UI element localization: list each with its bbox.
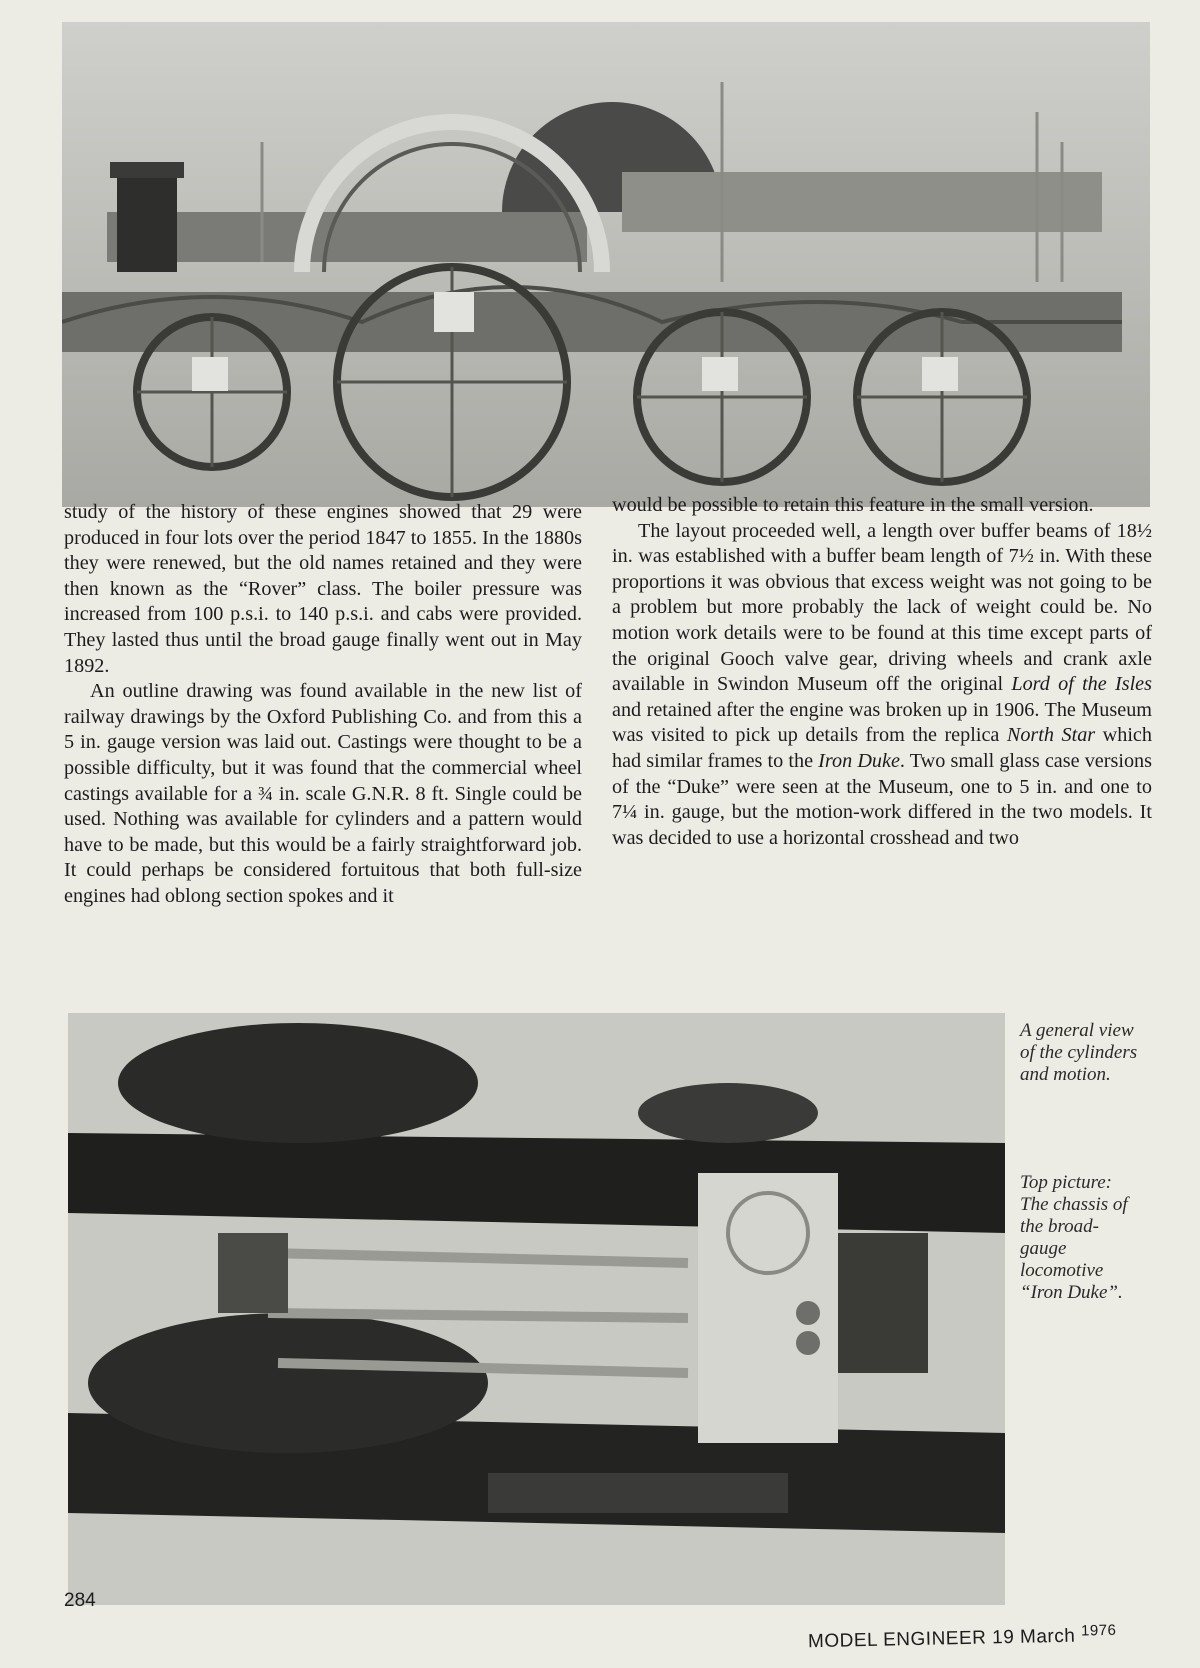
motion-photo [68, 1013, 1005, 1605]
italic-title: North Star [1006, 724, 1096, 747]
text-column-right [612, 493, 1152, 851]
chassis-photo [62, 22, 1150, 507]
issue-year: 1976 [1080, 1621, 1117, 1640]
caption-top-photo: Top picture: The chassis of the broad-gauge locomotive “Iron Duke”. [1020, 1172, 1128, 1303]
italic-title: Iron Duke [818, 749, 900, 772]
paragraph: An outline drawing was found available in the new list of railway drawings by the Oxford Publishing Co. and from this a 5 in. gauge version was laid out. Castings were thought to be a possible difficulty, but it was found that the commercial wheel castings available for a ¾ in. scale G.N.R. 8 ft. Single could be used. Nothing was available for cylinders and a pattern would have to be made, but this would be a fairly straightforward job. It could perhaps be considered fortuitous that both full-size engines had oblong section spokes and it [64, 680, 582, 907]
footer-issue [807, 1621, 1117, 1653]
cylinders-motion-top-photo-icon [68, 1013, 1005, 1605]
text-column-left [64, 500, 582, 910]
italic-title: Lord of the Isles [1011, 673, 1152, 696]
paragraph: study of the history of these engines showed that 29 were produced in four lots over the period 1847 to 1855. In the 1880s they were renewed, but the old names retained and they were then known as the “Rover” class. The boiler pressure was increased from 100 p.s.i. to 140 p.s.i. and cabs were provided. They lasted thus until the broad gauge finally went out in May 1892. [64, 501, 582, 677]
page-number: 284 [64, 1590, 96, 1611]
magazine-issue: MODEL ENGINEER 19 March [807, 1625, 1076, 1653]
paragraph: would be possible to retain this feature in the small version. [612, 494, 1094, 516]
caption-bottom-photo: A general view of the cylinders and motion. [1020, 1020, 1138, 1085]
locomotive-chassis-side-photo-icon [62, 22, 1150, 507]
paragraph: The layout proceeded well, a length over buffer beams of 18½ in. was established with a buffer beam length of 7½ in. With these proportions it was obvious that excess weight was not going to be a problem but more probably the lack of weight could be. No motion work details were to be found at this time except parts of the original Gooch valve gear, driving wheels and crank axle available in Swindon Museum off the original Lord of the Isles and retained after the engine was broken up in 1906. The Museum was visited to pick up details from the replica North Star which had similar frames to the Iron Duke. Two small glass case versions of the “Duke” were seen at the Museum, one to 5 in. and one to 7¼ in. gauge, but the motion-work differed in the two models. It was decided to use a horizontal crosshead and two [612, 519, 1152, 849]
